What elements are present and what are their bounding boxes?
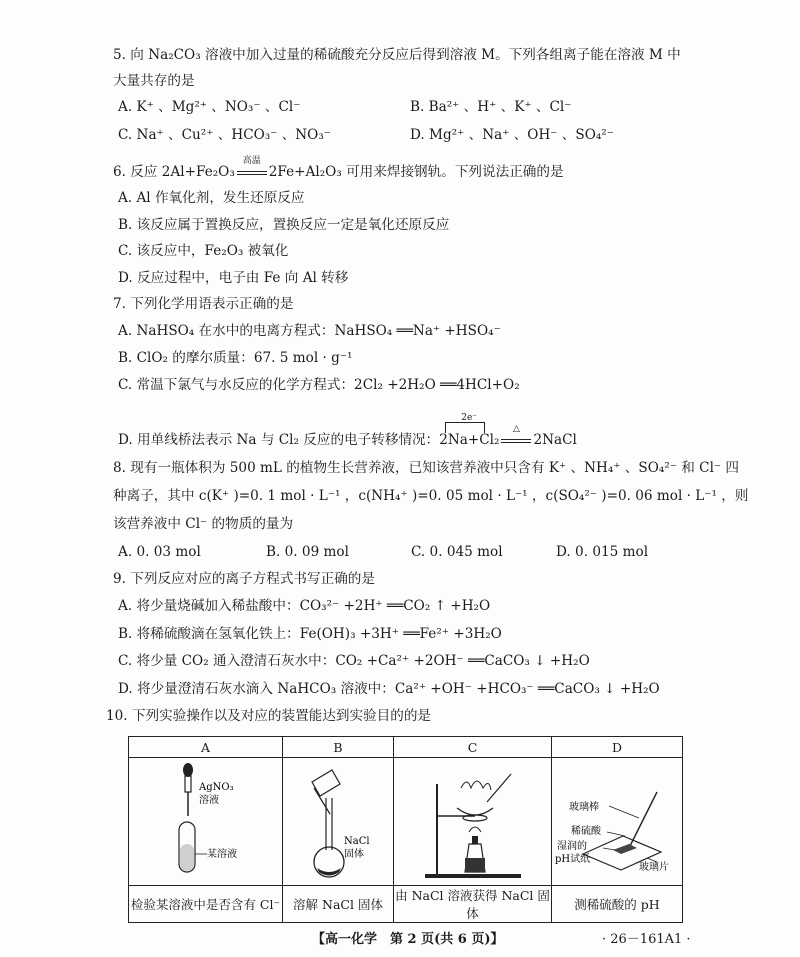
q5-option-a: A. K⁺ 、Mg²⁺ 、NO₃⁻ 、Cl⁻ — [118, 99, 301, 115]
b-solid-label-1: NaCl — [344, 836, 370, 847]
q7-bridge-equation — [439, 413, 577, 448]
d-glass-label: 玻璃片 — [639, 862, 669, 873]
q6-option-d: D. 反应过程中，电子由 Fe 向 Al 转移 — [118, 270, 349, 286]
q7-electron-label: 2e⁻ — [461, 413, 478, 423]
caption-a: 检验某溶液中是否含有 Cl⁻ — [129, 886, 283, 923]
q6-condition-label: 高温 — [242, 156, 261, 166]
apparatus-d-cell — [552, 758, 683, 886]
d-rod-label: 玻璃棒 — [569, 802, 599, 813]
dropper-test-tube-icon — [131, 758, 281, 882]
q6-option-a: A. Al 作氧化剂，发生还原反应 — [118, 190, 305, 206]
q9-option-c: C. 将少量 CO₂ 通入澄清石灰水中：CO₂ +Ca²⁺ +2OH⁻ ══CaCO₃ ↓ +H₂O — [118, 653, 590, 669]
q5-option-c: C. Na⁺ 、Cu²⁺ 、HCO₃⁻ 、NO₃⁻ — [118, 127, 331, 143]
q6-condition — [235, 156, 269, 180]
q7-option-a: A. NaHSO₄ 在水中的电离方程式：NaHSO₄ ══Na⁺ +HSO₄⁻ — [118, 323, 501, 339]
table-header-b: B — [283, 737, 394, 758]
a-sample-label: 某溶液 — [206, 849, 237, 860]
q7-option-b: B. ClO₂ 的摩尔质量：67. 5 mol · g⁻¹ — [118, 350, 353, 366]
q7-option-d — [118, 413, 577, 448]
q8-option-a: A. 0. 03 mol — [118, 544, 201, 560]
q8-option-b: B. 0. 09 mol — [266, 544, 349, 560]
page-code: · 26－161A1 · — [602, 932, 691, 947]
q5-stem-line2: 大量共存的是 — [113, 73, 195, 89]
q6-stem — [113, 156, 564, 180]
q9-option-b: B. 将稀硫酸滴在氢氧化铁上：Fe(OH)₃ +3H⁺ ══Fe²⁺ +3H₂O — [118, 626, 502, 642]
q9-stem: 9. 下列反应对应的离子方程式书写正确的是 — [113, 571, 375, 587]
apparatus-c-cell — [394, 758, 552, 886]
q7-condition-label: △ — [513, 424, 520, 434]
q6-equals-sign — [237, 171, 267, 175]
q7-eq-left: 2Na+Cl₂ — [439, 432, 500, 448]
q5-option-b: B. Ba²⁺ 、H⁺ 、K⁺ 、Cl⁻ — [410, 99, 572, 115]
a-reagent-label-2: 溶液 — [198, 795, 219, 806]
q6-option-c: C. 该反应中，Fe₂O₃ 被氧化 — [118, 243, 289, 259]
caption-c: 由 NaCl 溶液获得 NaCl 固体 — [394, 886, 552, 923]
table-header-d: D — [552, 737, 683, 758]
evaporation-setup-icon — [395, 758, 551, 882]
q9-option-d: D. 将少量澄清石灰水滴入 NaHCO₃ 溶液中：Ca²⁺ +OH⁻ +HCO₃⁻ ══CaCO₃ ↓ +H₂O — [118, 681, 660, 697]
q8-option-c: C. 0. 045 mol — [411, 544, 503, 560]
apparatus-b-cell — [283, 758, 394, 886]
caption-d: 测稀硫酸的 pH — [552, 886, 683, 923]
apparatus-a-cell — [129, 758, 283, 886]
q8-stem-line2: 种离子，其中 c(K⁺ )=0. 1 mol · L⁻¹ ，c(NH₄⁺ )=0. 05 mol · L⁻¹ ，c(SO₄²⁻ )=0. 06 mol · L⁻¹ ，则 — [113, 488, 749, 504]
page-footer: 【高一化学 第 2 页(共 6 页)】 — [312, 932, 504, 947]
volumetric-flask-icon — [284, 758, 392, 882]
q8-stem-line3: 该营养液中 Cl⁻ 的物质的量为 — [113, 516, 294, 532]
d-paper-label-1: 湿润的 — [557, 841, 587, 852]
q9-option-a: A. 将少量烧碱加入稀盐酸中：CO₃²⁻ +2H⁺ ══CO₂ ↑ +H₂O — [118, 598, 491, 614]
experiment-table — [128, 736, 683, 923]
q7-option-c: C. 常温下氯气与水反应的化学方程式：2Cl₂ +2H₂O ══4HCl+O₂ — [118, 377, 520, 393]
table-header-a: A — [129, 737, 283, 758]
ph-paper-test-icon — [553, 758, 681, 882]
q5-stem-line1: 5. 向 Na₂CO₃ 溶液中加入过量的稀硫酸充分反应后得到溶液 M。下列各组离子能在溶液 M 中 — [113, 47, 681, 63]
q6-stem-part2: 2Fe+Al₂O₃ 可用来焊接钢轨。下列说法正确的是 — [268, 164, 564, 180]
a-reagent-label-1: AgNO₃ — [198, 782, 234, 793]
q7-equals-sign — [501, 439, 531, 443]
q7-stem: 7. 下列化学用语表示正确的是 — [113, 296, 294, 312]
q6-stem-part1: 6. 反应 2Al+Fe₂O₃ — [113, 164, 235, 180]
caption-b: 溶解 NaCl 固体 — [283, 886, 394, 923]
q7-bridge-arrow — [445, 422, 485, 433]
q10-stem: 10. 下列实验操作以及对应的装置能达到实验目的的是 — [106, 708, 432, 724]
q7-eq-right: 2NaCl — [533, 432, 577, 448]
q8-option-d: D. 0. 015 mol — [556, 544, 649, 560]
q5-option-d: D. Mg²⁺ 、Na⁺ 、OH⁻ 、SO₄²⁻ — [410, 127, 614, 143]
d-paper-label-2: pH试纸 — [555, 854, 591, 865]
q7-option-d-text: D. 用单线桥法表示 Na 与 Cl₂ 反应的电子转移情况： — [118, 432, 440, 448]
q8-stem-line1: 8. 现有一瓶体积为 500 mL 的植物生长营养液，已知该营养液中只含有 K⁺ 、NH₄⁺ 、SO₄²⁻ 和 Cl⁻ 四 — [113, 460, 740, 476]
q6-option-b: B. 该反应属于置换反应，置换反应一定是氧化还原反应 — [118, 217, 450, 233]
b-solid-label-2: 固体 — [344, 849, 364, 860]
q7-eq-condition — [499, 424, 533, 448]
table-header-c: C — [394, 737, 552, 758]
d-acid-label: 稀硫酸 — [571, 826, 601, 837]
